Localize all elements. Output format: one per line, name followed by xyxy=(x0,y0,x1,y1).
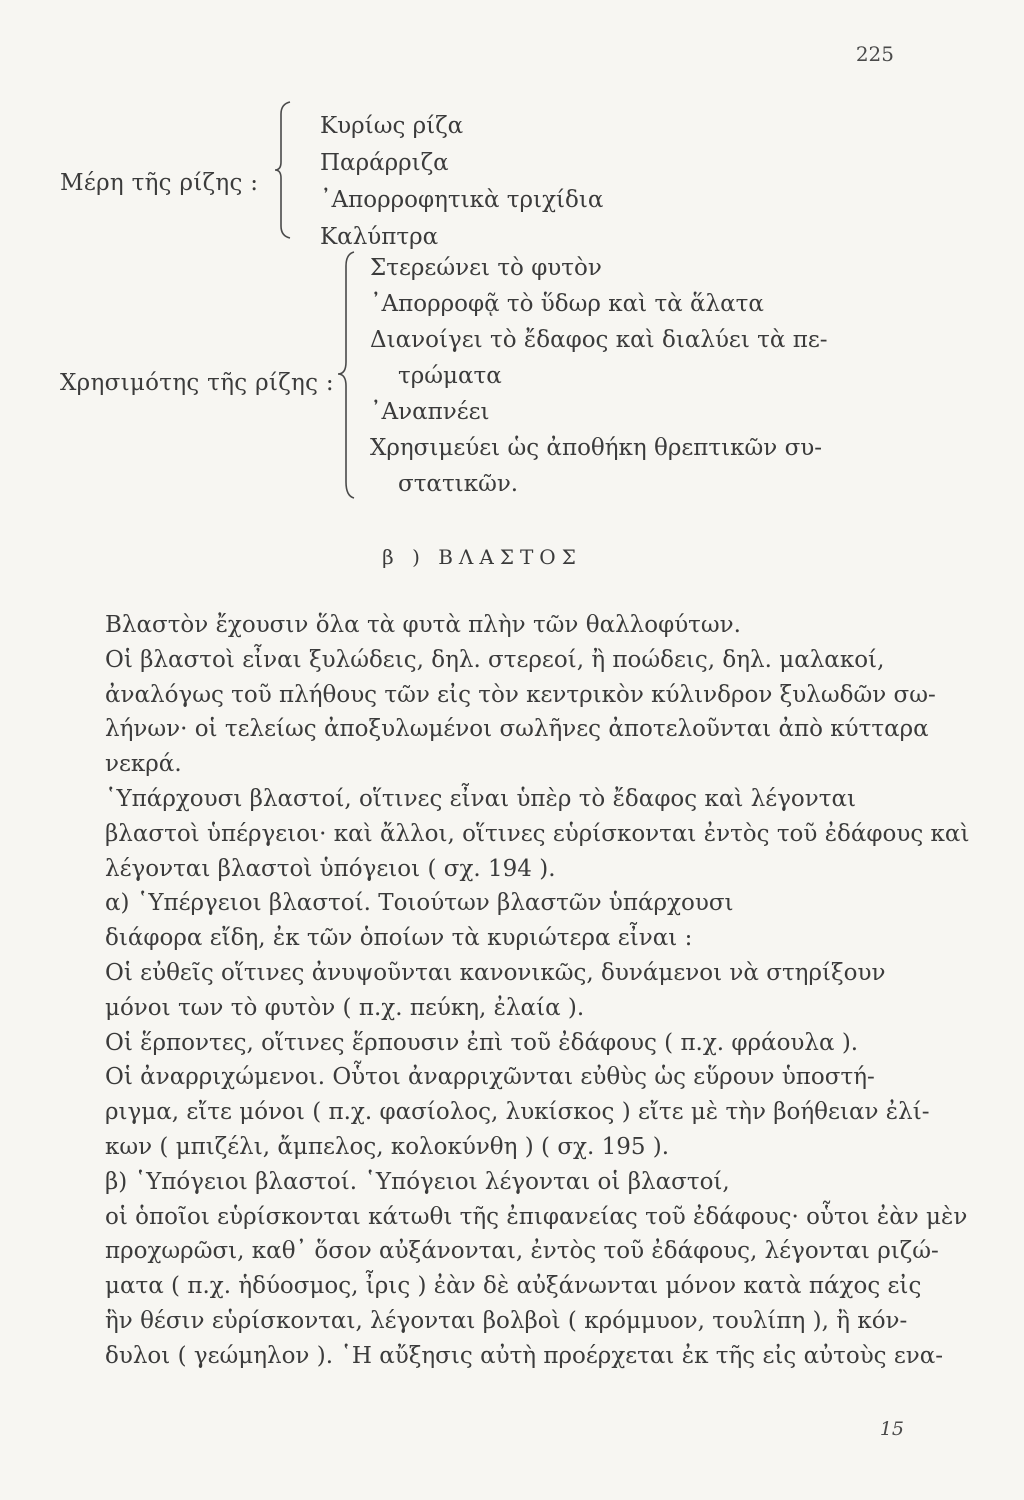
root-part-item: Καλύπτρα xyxy=(320,224,439,250)
root-uses-brace xyxy=(316,250,356,500)
text-line: μόνοι των τὸ φυτὸν ( π.χ. πεύκη, ἐλαία ). xyxy=(105,994,585,1021)
signature-mark: 15 xyxy=(879,1418,904,1440)
text-line: Βλαστὸν ἔχουσιν ὅλα τὰ φυτὰ πλὴν τῶν θαλλοφύτων. xyxy=(105,612,741,638)
root-part-item: ᾽Απορροφητικὰ τριχίδια xyxy=(320,187,604,213)
text-line: οἱ ὁποῖοι εὑρίσκονται κάτωθι τῆς ἐπιφανείας τοῦ ἐδάφους· οὗτοι ἐὰν μὲν xyxy=(105,1203,968,1230)
text-line: κων ( μπιζέλι, ἄμπελος, κολοκύνθη ) ( σχ. 195 ). xyxy=(105,1133,670,1160)
text-line: ριγμα, εἴτε μόνοι ( π.χ. φασίολος, λυκίσκος ) εἴτε μὲ τὴν βοήθειαν ἐλί- xyxy=(105,1099,930,1126)
root-use-item: ᾽Αναπνέει xyxy=(370,399,490,425)
text-line: ἣν θέσιν εὑρίσκονται, λέγονται βολβοὶ ( κρόμμυον, τουλίπη ), ἢ κόν- xyxy=(105,1307,908,1334)
root-part-item: Κυρίως ρίζα xyxy=(320,113,464,139)
body-text xyxy=(105,608,970,1374)
root-use-item: ᾽Απορροφᾷ τὸ ὕδωρ καὶ τὰ ἅλατα xyxy=(370,291,764,317)
text-line: Οἱ βλαστοὶ εἶναι ξυλώδεις, δηλ. στερεοί, ἢ ποώδεις, δηλ. μαλακοί, xyxy=(105,646,885,673)
text-line: β) ῾Υπόγειοι βλαστοί. ῾Υπόγειοι λέγονται οἱ βλαστοί, xyxy=(105,1168,730,1195)
text-line: διάφορα εἴδη, ἐκ τῶν ὁποίων τὰ κυριώτερα εἶναι : xyxy=(105,925,693,952)
root-uses-label: Χρησιμότης τῆς ρίζης : xyxy=(60,370,334,396)
text-line: α) ῾Υπέργειοι βλαστοί. Τοιούτων βλαστῶν ὑπάρχουσι xyxy=(105,890,734,917)
text-line: νεκρά. xyxy=(105,751,182,778)
text-line: Οἱ εὐθεῖς οἵτινες ἀνυψοῦνται κανονικῶς, δυνάμενοι νὰ στηρίξουν xyxy=(105,959,886,986)
text-line: Οἱ ἕρποντες, οἵτινες ἕρπουσιν ἐπὶ τοῦ ἐδάφους ( π.χ. φράουλα ). xyxy=(105,1029,859,1056)
root-part-item: Παράρριζα xyxy=(320,150,449,176)
root-use-item-continued: τρώματα xyxy=(398,363,502,389)
text-line: ἀναλόγως τοῦ πλήθους τῶν εἰς τὸν κεντρικὸν κύλινδρον ξυλωδῶν σω- xyxy=(105,681,936,708)
text-line: ῾Υπάρχουσι βλαστοί, οἵτινες εἶναι ὑπὲρ τὸ ἔδαφος καὶ λέγονται xyxy=(105,785,857,812)
text-line: λέγονται βλαστοὶ ὑπόγειοι ( σχ. 194 ). xyxy=(105,855,556,882)
root-parts-label: Μέρη τῆς ρίζης : xyxy=(60,170,259,196)
text-line: προχωρῶσι, καθ᾽ ὅσον αὐξάνονται, ἐντὸς τοῦ ἐδάφους, λέγονται ριζώ- xyxy=(105,1238,939,1265)
section-heading: β ) ΒΛΑΣΤΟΣ xyxy=(382,545,582,569)
root-use-item: Διανοίγει τὸ ἔδαφος καὶ διαλύει τὰ πε- xyxy=(370,327,828,353)
root-uses-list xyxy=(370,250,910,502)
text-line: Οἱ ἀναρριχώμενοι. Οὗτοι ἀναρριχῶνται εὐθὺς ὡς εὕρουν ὑποστή- xyxy=(105,1064,875,1091)
root-parts-list xyxy=(320,108,603,256)
text-line: βλαστοὶ ὑπέργειοι· καὶ ἄλλοι, οἵτινες εὑρίσκονται ἐντὸς τοῦ ἐδάφους καὶ xyxy=(105,820,970,847)
root-use-item: Χρησιμεύει ὡς ἀποθήκη θρεπτικῶν συ- xyxy=(370,435,823,461)
root-parts-brace xyxy=(274,100,292,240)
text-line: δυλοι ( γεώμηλον ). ῾Η αὔξησις αὐτὴ προέρχεται ἐκ τῆς εἰς αὐτοὺς ενα- xyxy=(105,1342,944,1369)
text-line: λήνων· οἱ τελείως ἀποξυλωμένοι σωλῆνες ἀποτελοῦνται ἀπὸ κύτταρα xyxy=(105,716,929,743)
root-use-item-continued: στατικῶν. xyxy=(398,471,519,497)
text-line: ματα ( π.χ. ἡδύοσμος, ἶρις ) ἐὰν δὲ αὐξάνωνται μόνον κατὰ πάχος εἰς xyxy=(105,1273,922,1300)
root-use-item: Στερεώνει τὸ φυτὸν xyxy=(370,255,602,281)
page-number: 225 xyxy=(855,42,894,66)
